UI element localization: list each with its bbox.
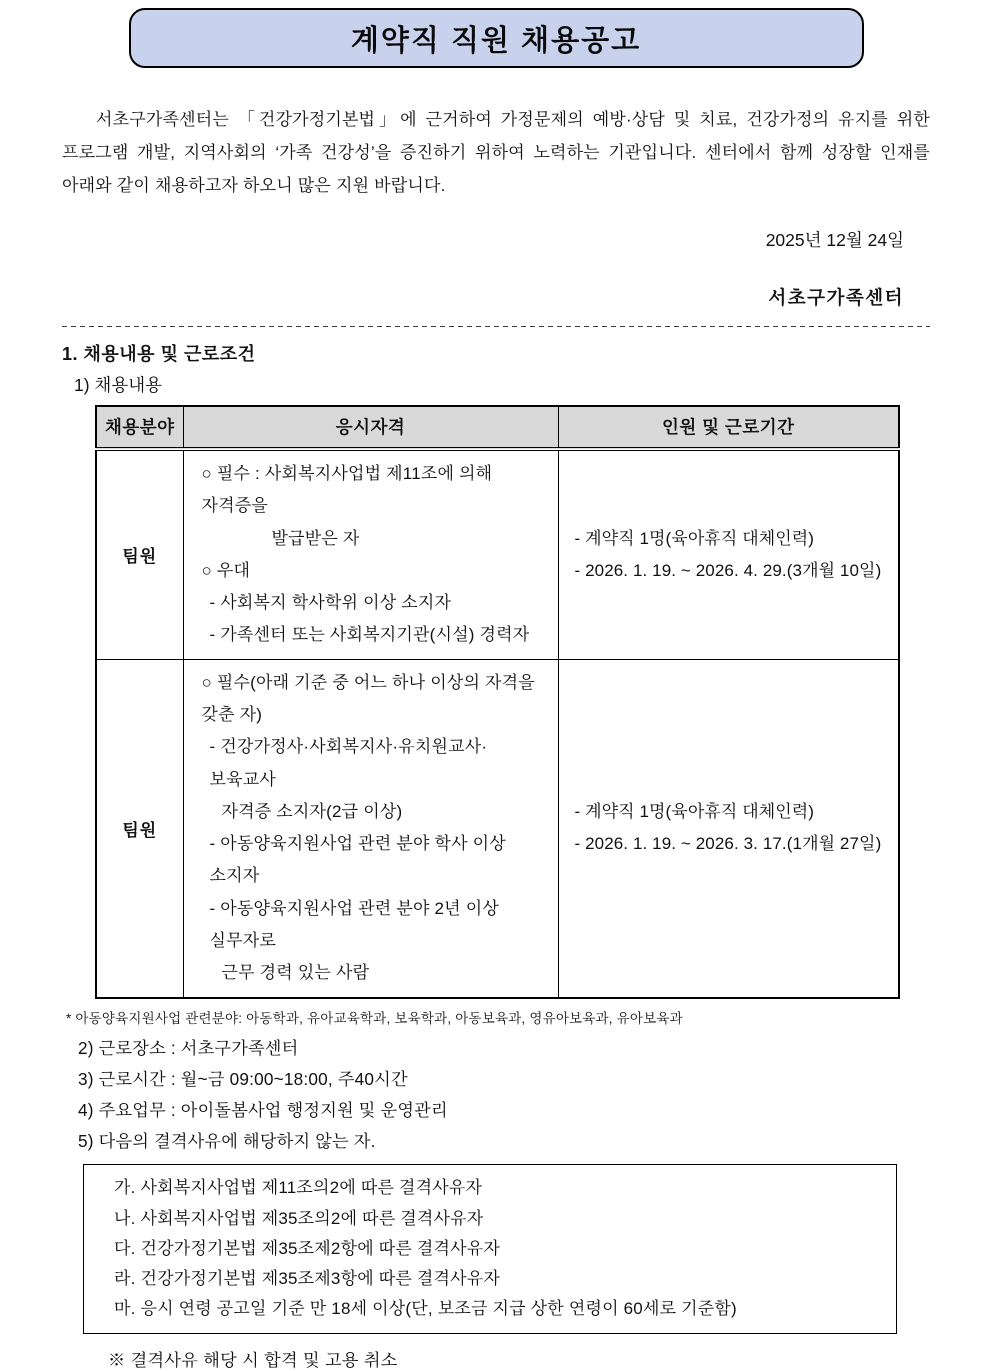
table-header-row bbox=[96, 406, 899, 449]
condition-item: 5) 다음의 결격사유에 해당하지 않는 자. bbox=[78, 1130, 376, 1151]
term-line: - 2026. 1. 19. ~ 2026. 3. 17.(1개월 27일) bbox=[574, 834, 882, 854]
qualification-line: - 아동양육지원사업 관련 분야 2년 이상 실무자로 bbox=[209, 898, 499, 951]
qualification-line: - 건강가정사·사회복지사·유치원교사·보육교사 bbox=[209, 737, 488, 789]
recruitment-table bbox=[95, 405, 900, 999]
terms-list bbox=[559, 519, 899, 592]
term-line: - 계약직 1명(육아휴직 대체인력) bbox=[574, 528, 815, 548]
dashed-divider bbox=[62, 326, 930, 328]
disqualification-item: 라. 건강가정기본법 제35조제3항에 따른 결격사유자 bbox=[114, 1269, 501, 1289]
qualification-line: - 아동양육지원사업 관련 분야 학사 이상 소지자 bbox=[209, 834, 506, 886]
qualification-line: - 사회복지 학사학위 이상 소지자 bbox=[209, 593, 452, 613]
final-note: ※ 결격사유 해당 시 합격 및 고용 취소 bbox=[108, 1349, 398, 1370]
title-banner bbox=[129, 8, 864, 68]
table-footnote: * 아동양육지원사업 관련분야: 아동학과, 유아교육학과, 보육학과, 아동보육과, 영유아보육과, 유아보육과 bbox=[66, 1010, 683, 1026]
qualification-line: ○ 필수(아래 기준 중 어느 하나 이상의 자격을 갖춘 자) bbox=[201, 672, 535, 724]
headcount-period-cell bbox=[558, 659, 899, 997]
disqualification-item: 가. 사회복지사업법 제11조의2에 따른 결격사유자 bbox=[114, 1178, 483, 1198]
condition-item: 2) 근로장소 : 서초구가족센터 bbox=[78, 1037, 299, 1058]
table-row bbox=[96, 659, 899, 997]
disqualification-item: 다. 건강가정기본법 제35조제2항에 따른 결격사유자 bbox=[114, 1238, 501, 1258]
qualification-line: - 가족센터 또는 사회복지기관(시설) 경력자 bbox=[209, 625, 530, 645]
section-heading: 1. 채용내용 및 근로조건 bbox=[62, 343, 256, 364]
qualification-line: 근무 경력 있는 사람 bbox=[221, 963, 370, 983]
position-cell: 팀원 bbox=[96, 659, 183, 997]
disqualification-item: 마. 응시 연령 공고일 기준 만 18세 이상(단, 보조금 지급 상한 연령이 60세로 기준함) bbox=[114, 1299, 737, 1319]
disqualification-item: 나. 사회복지사업법 제35조의2에 따른 결격사유자 bbox=[114, 1208, 484, 1228]
column-header-position: 채용분야 bbox=[96, 406, 183, 449]
column-header-qualification: 응시자격 bbox=[183, 406, 558, 449]
condition-item: 3) 근로시간 : 월~금 09:00~18:00, 주40시간 bbox=[78, 1068, 408, 1089]
qualification-cell bbox=[183, 449, 558, 659]
condition-item: 4) 주요업무 : 아이돌봄사업 행정지원 및 운영관리 bbox=[78, 1099, 448, 1120]
terms-list bbox=[559, 792, 899, 865]
organization-name: 서초구가족센터 bbox=[768, 286, 904, 308]
subsection-heading: 1) 채용내용 bbox=[74, 374, 163, 395]
qualification-list bbox=[184, 451, 558, 659]
qualification-line: ○ 필수 : 사회복지사업법 제11조에 의해 자격증을 bbox=[201, 463, 493, 516]
term-line: - 계약직 1명(육아휴직 대체인력) bbox=[574, 801, 815, 821]
disqualification-box bbox=[83, 1164, 897, 1333]
qualification-line: 자격증 소지자(2급 이상) bbox=[221, 801, 403, 821]
column-header-headcount-period: 인원 및 근로기간 bbox=[558, 406, 899, 449]
position-cell: 팀원 bbox=[96, 449, 183, 659]
qualification-line: 발급받은 자 bbox=[271, 528, 360, 548]
page-title: 계약직 직원 채용공고 bbox=[350, 24, 642, 57]
qualification-line: ○ 우대 bbox=[201, 560, 251, 580]
intro-paragraph: 서초구가족센터는 「건강가정기본법」에 근거하여 가정문제의 예방·상담 및 치료, 건강가정의 유지를 위한 프로그램 개발, 지역사회의 ‘가족 건강성’을 증진하기 위하여 노력하는 기관입니다. 센터에서 함께 성장할 인재를 아래와 같이 채용하고자 하오니 많은 지원 바랍니다. bbox=[62, 110, 930, 195]
term-line: - 2026. 1. 19. ~ 2026. 4. 29.(3개월 10일) bbox=[574, 560, 882, 580]
qualification-cell bbox=[183, 659, 558, 997]
condition-list bbox=[62, 1033, 930, 1157]
announcement-date: 2025년 12월 24일 bbox=[765, 229, 904, 250]
qualification-list bbox=[184, 660, 558, 997]
table-row bbox=[96, 449, 899, 659]
headcount-period-cell bbox=[558, 449, 899, 659]
